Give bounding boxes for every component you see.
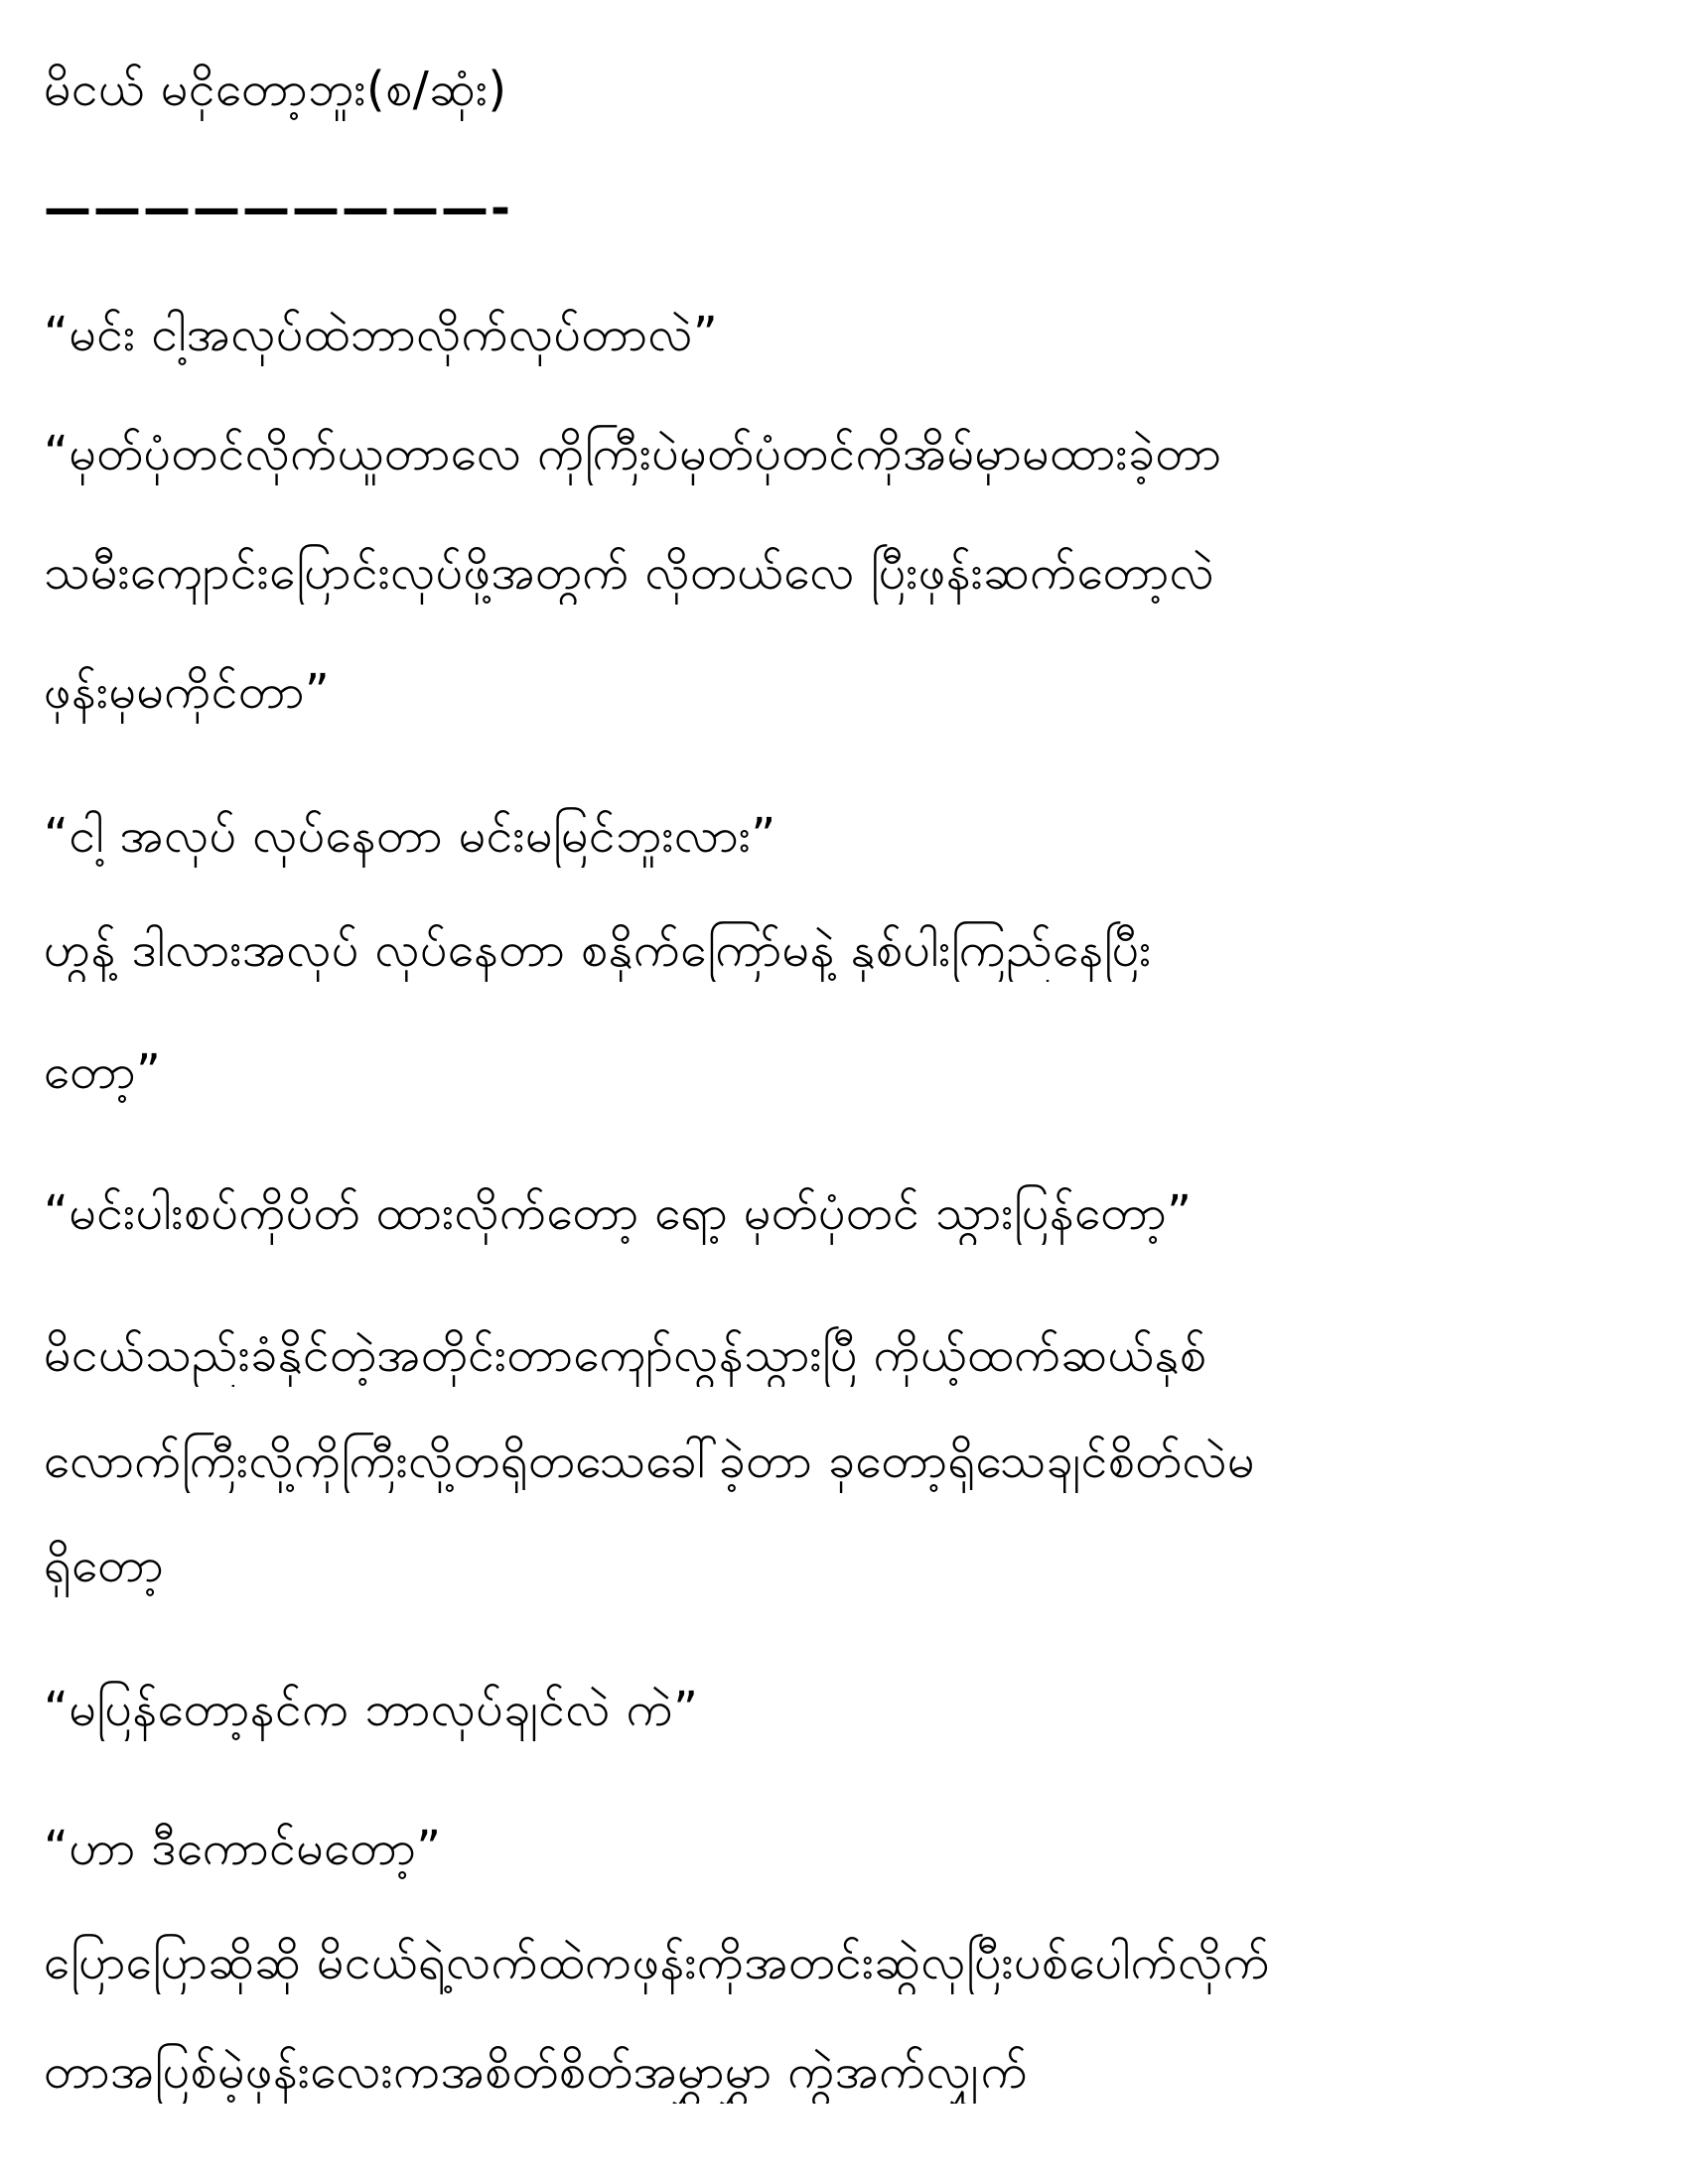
text-line: “မှတ်ပုံတင်လိုက်ယူတာလေ ကိုကြီးပဲမှတ်ပုံတင်ကိုအိမ်မှာမထားခဲ့တာ bbox=[44, 426, 1222, 481]
text-line: ဖုန်းမှမကိုင်တာ” bbox=[44, 664, 331, 720]
text-line: သမီးကျောင်းပြောင်းလုပ်ဖို့အတွက် လိုတယ်လေ ပြီးဖုန်းဆက်တော့လဲ bbox=[44, 545, 1215, 601]
text-line: “ဟာ ဒီကောင်မတော့” bbox=[44, 1821, 442, 1876]
text-line: ပြောပြောဆိုဆို မိငယ်ရဲ့လက်ထဲကဖုန်းကိုအတင်းဆွဲလုပြီးပစ်ပေါက်လိုက် bbox=[44, 1935, 1271, 1990]
text-line: တာအပြစ်မဲ့ဖုန်းလေးကအစိတ်စိတ်အမွှာမွှာ ကွဲအက်လျှက် bbox=[44, 2044, 1029, 2100]
text-line: “ငါ့ အလုပ် လုပ်နေတာ မင်းမမြင်ဘူးလား” bbox=[44, 808, 776, 864]
text-line: တော့” bbox=[44, 1044, 162, 1100]
text-line: မိငယ်သည်းခံနိုင်တဲ့အတိုင်းတာကျော်လွန်သွားပြီ ကိုယ့်ထက်ဆယ်နှစ် bbox=[44, 1327, 1207, 1383]
text-line: “မင်းပါးစပ်ကိုပိတ် ထားလိုက်တော့ ရော့ မှတ်ပုံတင် သွားပြန်တော့” bbox=[44, 1185, 1193, 1241]
text-line: လောက်ကြီးလို့ကိုကြီးလို့တရိုတသေခေါ်ခဲ့တာ ခုတော့ရိုသေချင်စိတ်လဲမ bbox=[44, 1433, 1255, 1489]
divider-line: —————————- bbox=[44, 181, 512, 236]
text-line: ရှိတော့ bbox=[44, 1538, 165, 1593]
text-line: “မပြန်တော့နင်က ဘာလုပ်ချင်လဲ ကဲ” bbox=[44, 1682, 699, 1737]
document-title: မိငယ် မငိုတော့ဘူး(စ/ဆုံး) bbox=[44, 62, 507, 117]
text-line: ဟွန့် ဒါလားအလုပ် လုပ်နေတာ စနိုက်ကြော်မနဲ့ နှစ်ပါးကြည်နေပြီး bbox=[44, 922, 1152, 978]
text-line: “မင်း ငါ့အလုပ်ထဲဘာလိုက်လုပ်တာလဲ” bbox=[44, 307, 719, 362]
